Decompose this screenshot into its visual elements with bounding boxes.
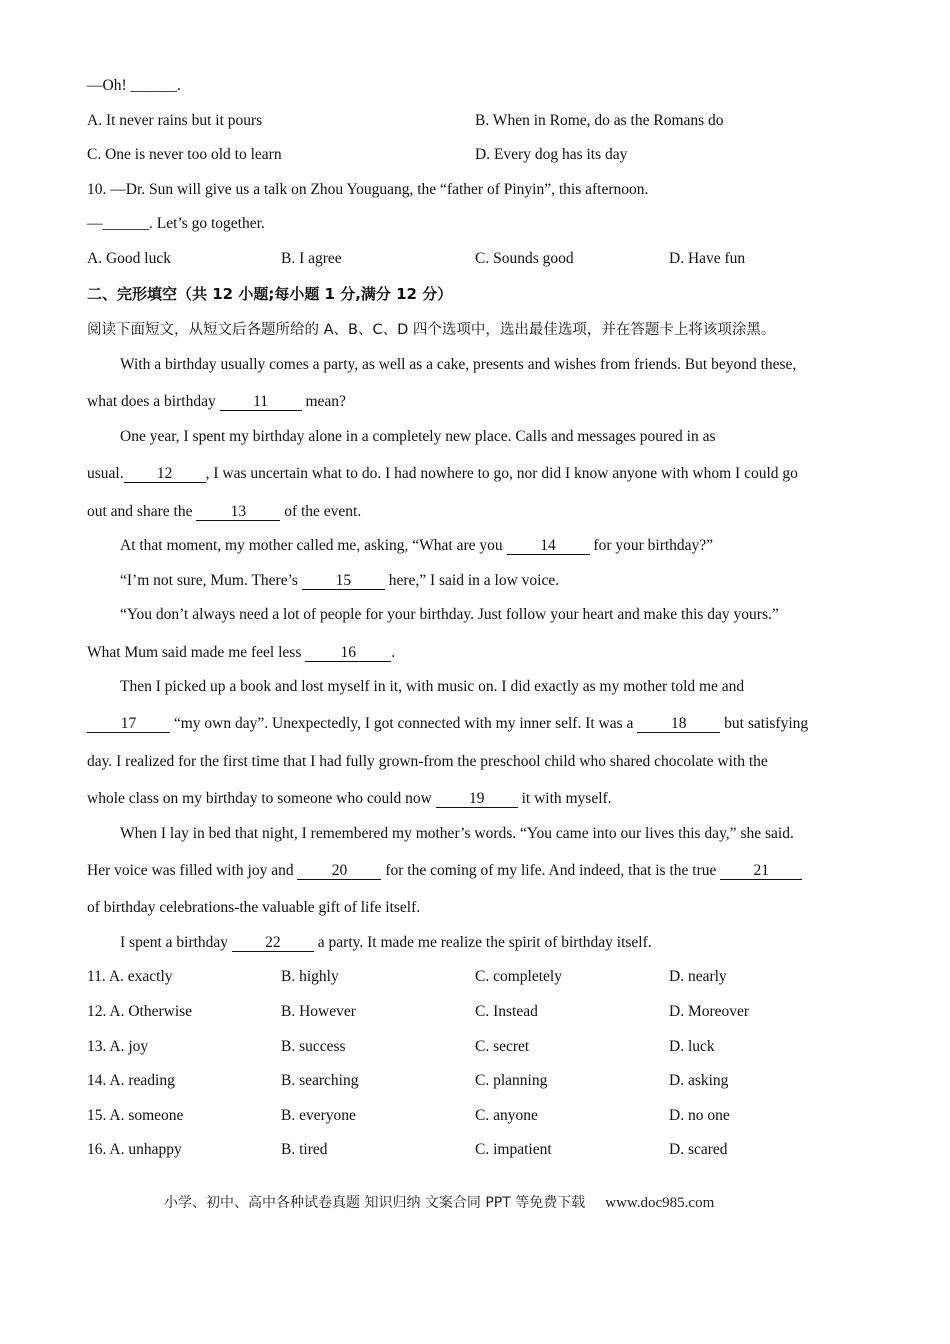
q14-option-c: C. planning [475, 1072, 548, 1089]
q10-option-b: B. I agree [281, 250, 342, 267]
page-footer [164, 1192, 714, 1212]
q11-option-d: D. nearly [669, 968, 727, 985]
q14-option-d: D. asking [669, 1072, 729, 1089]
blank-19: 19 [436, 790, 518, 808]
blank-16: 16 [305, 644, 391, 662]
passage-p5-line1: “You don’t always need a lot of people for your birthday. Just follow your heart and make this day yours.” [120, 606, 779, 623]
footer-text: 小学、初中、高中各种试卷真题 知识归纳 文案合同 PPT 等免费下载 [164, 1195, 586, 1211]
blank-18: 18 [637, 715, 720, 733]
blank-14: 14 [507, 537, 590, 555]
passage-p2-line2: usual. 12 , I was uncertain what to do. I had nowhere to go, nor did I know anyone with whom I could go [87, 465, 798, 482]
blank-17: 17 [87, 715, 170, 733]
q9-option-c: C. One is never too old to learn [87, 146, 282, 163]
blank-11: 11 [220, 393, 302, 411]
footer-url[interactable]: www.doc985.com [605, 1195, 715, 1211]
passage-p3: At that moment, my mother called me, asking, “What are you 14 for your birthday?” [120, 537, 714, 554]
q11-option-c: C. completely [475, 968, 562, 985]
q13-option-b: B. success [281, 1038, 346, 1055]
blank-20: 20 [297, 862, 381, 880]
blank-21: 21 [720, 862, 802, 880]
q16-option-b: B. tired [281, 1141, 328, 1158]
q12-option-a: 12. A. Otherwise [87, 1003, 193, 1020]
passage-p1-line2: what does a birthday 11 mean? [87, 393, 346, 410]
q10-option-c: C. Sounds good [475, 250, 574, 267]
passage-p7-line3: of birthday celebrations-the valuable gift of life itself. [87, 899, 421, 916]
q10-stem: 10. —Dr. Sun will give us a talk on Zhou Youguang, the “father of Pinyin”, this afternoon. [87, 181, 649, 198]
passage-p7-line1: When I lay in bed that night, I remembered my mother’s words. “You came into our lives this day,” she said. [120, 825, 794, 842]
section-heading: 二、完形填空（共 12 小题;每小题 1 分,满分 12 分） [87, 285, 453, 303]
passage-p4: “I’m not sure, Mum. There’s 15 here,” I said in a low voice. [120, 572, 560, 589]
q10-reply: —______. Let’s go together. [87, 215, 265, 232]
q13-option-d: D. luck [669, 1038, 715, 1055]
passage-p6-line1: Then I picked up a book and lost myself in it, with music on. I did exactly as my mother told me and [120, 678, 745, 695]
q16-option-a: 16. A. unhappy [87, 1141, 182, 1158]
blank-13: 13 [196, 503, 280, 521]
q16-option-d: D. scared [669, 1141, 728, 1158]
q9-option-d: D. Every dog has its day [475, 146, 628, 163]
passage-p6-line3: day. I realized for the first time that I had fully grown-from the preschool child who shared chocolate with the [87, 753, 768, 770]
q12-option-d: D. Moreover [669, 1003, 750, 1020]
passage-p6-line4: whole class on my birthday to someone who could now 19 it with myself. [87, 790, 612, 807]
q15-option-d: D. no one [669, 1107, 730, 1124]
q9-option-b: B. When in Rome, do as the Romans do [475, 112, 724, 129]
q12-option-b: B. However [281, 1003, 356, 1020]
passage-p8: I spent a birthday 22 a party. It made me realize the spirit of birthday itself. [120, 934, 652, 951]
blank-12: 12 [124, 465, 206, 483]
passage-p2-line1: One year, I spent my birthday alone in a completely new place. Calls and messages poured in as [120, 428, 716, 445]
q9-option-a: A. It never rains but it pours [87, 112, 263, 129]
q15-option-a: 15. A. someone [87, 1107, 184, 1124]
section-instruction: 阅读下面短文，从短文后各题所给的 A、B、C、D 四个选项中，选出最佳选项，并在答题卡上将该项涂黑。 [87, 322, 776, 338]
q10-option-d: D. Have fun [669, 250, 746, 267]
q15-option-c: C. anyone [475, 1107, 538, 1124]
passage-p5-line2: What Mum said made me feel less 16 . [87, 644, 396, 661]
passage-p1-line1: With a birthday usually comes a party, as well as a cake, presents and wishes from friends. But beyond these, [120, 356, 797, 373]
passage-p2-line3: out and share the 13 of the event. [87, 503, 362, 520]
blank-15: 15 [302, 572, 385, 590]
passage-p6-line2: 17 “my own day”. Unexpectedly, I got connected with my inner self. It was a 18 but satisfying [87, 714, 808, 734]
q14-option-a: 14. A. reading [87, 1072, 175, 1089]
q11-option-b: B. highly [281, 968, 339, 985]
q10-option-a: A. Good luck [87, 250, 171, 267]
q14-option-b: B. searching [281, 1072, 359, 1089]
q15-option-b: B. everyone [281, 1107, 356, 1124]
q11-option-a: 11. A. exactly [87, 968, 173, 985]
passage-p7-line2: Her voice was filled with joy and 20 for the coming of my life. And indeed, that is the true 21 [87, 861, 802, 881]
dialog-line: —Oh! ______. [87, 77, 181, 94]
blank-22: 22 [232, 934, 314, 952]
q13-option-c: C. secret [475, 1038, 530, 1055]
q13-option-a: 13. A. joy [87, 1038, 149, 1055]
q16-option-c: C. impatient [475, 1141, 552, 1158]
q12-option-c: C. Instead [475, 1003, 538, 1020]
